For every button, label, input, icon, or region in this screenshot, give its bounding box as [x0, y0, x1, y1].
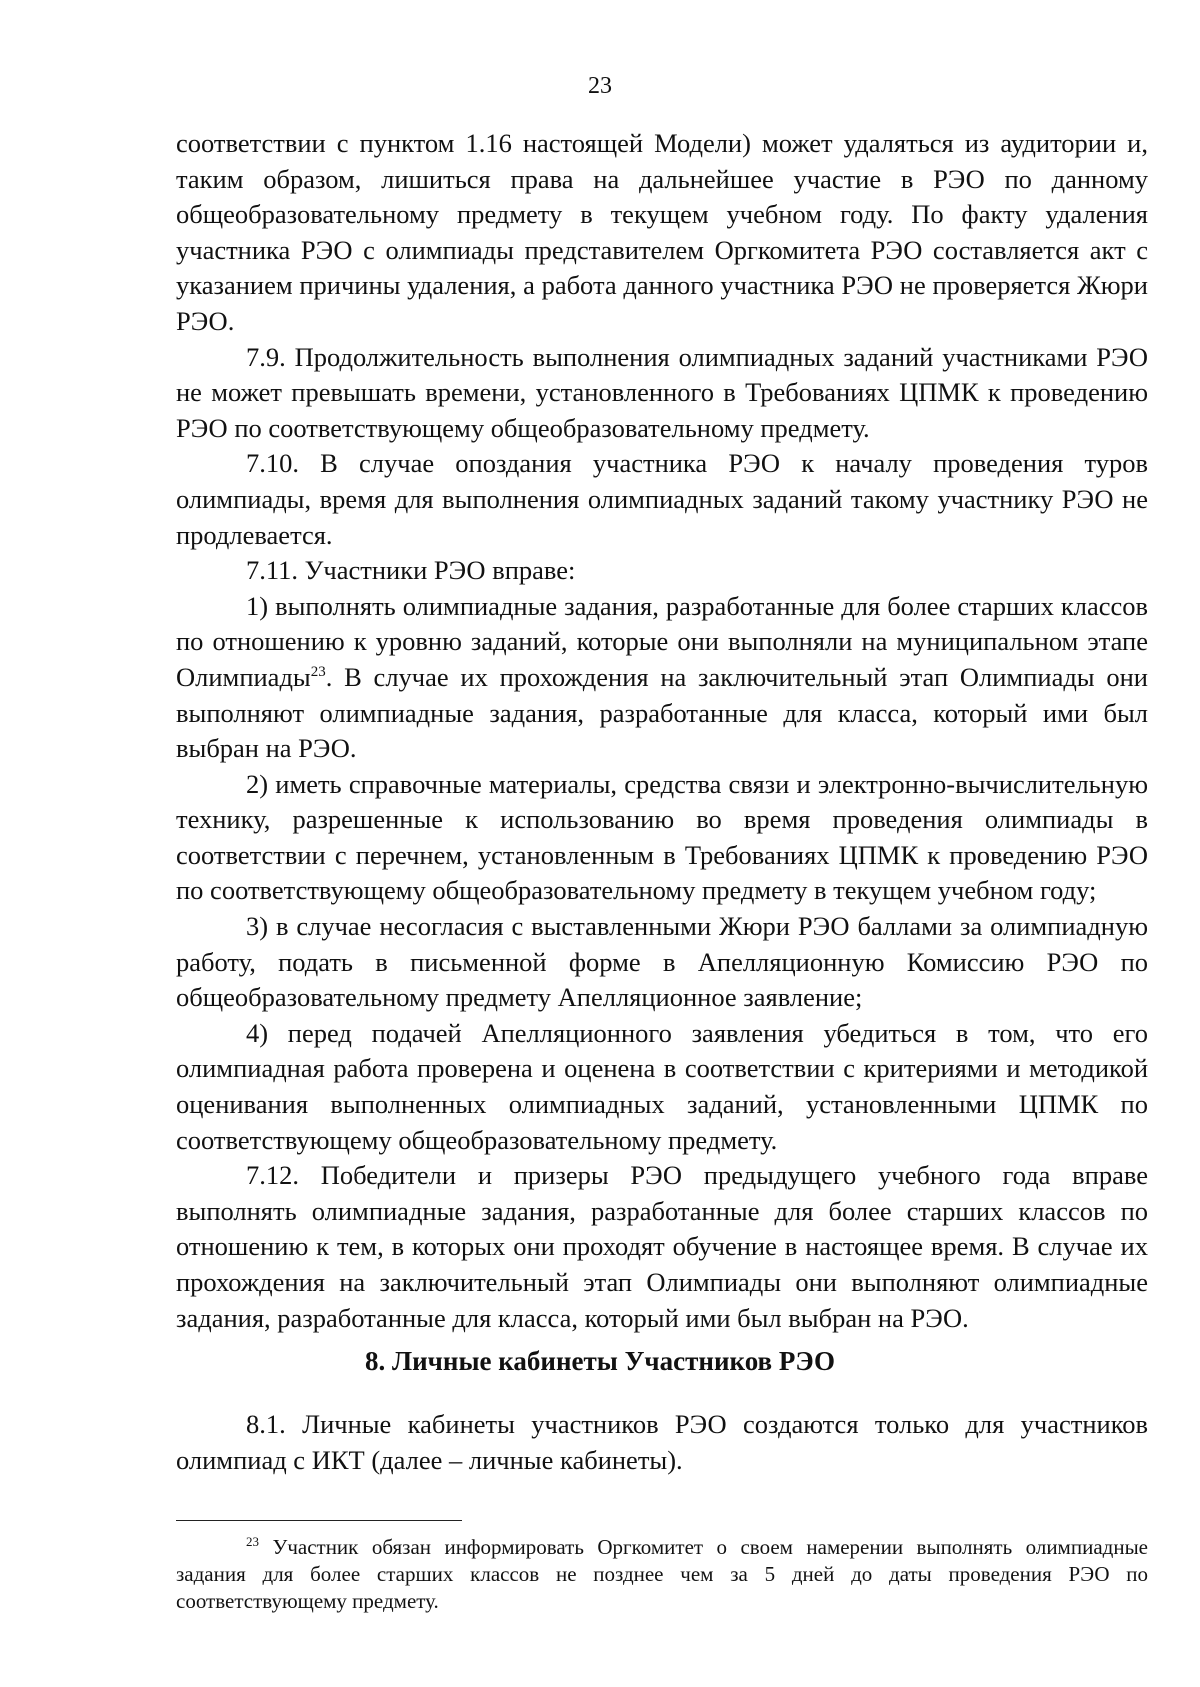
list-item-1-text-after: . В случае их прохождения на заключительный этап Олимпиады они выполняют олимпиадные задания, разработанные для класса, который ими был выбран на РЭО.	[176, 661, 1148, 764]
paragraph-7-12: 7.12. Победители и призеры РЭО предыдущего учебного года вправе выполнять олимпиадные задания, разработанные для более старших классов по отношению к тем, в которых они проходят обучение в настоящее время. В случае их прохождения на заключительный этап Олимпиады они выполняют олимпиадные задания, разработанные для класса, который ими был выбран на РЭО.	[176, 1160, 1148, 1333]
list-item-1	[176, 589, 1148, 767]
footnote-text: Участник обязан информировать Оргкомитет о своем намерении выполнять олимпиадные задания для более старших классов не позднее чем за 5 дней до даты проведения РЭО по соответствующему предмету.	[176, 1535, 1148, 1613]
paragraph-7-11: 7.11. Участники РЭО вправе:	[246, 555, 576, 586]
footnote-paragraph	[176, 1534, 1148, 1615]
footnote-reference[interactable]: 23	[310, 664, 326, 681]
section-text	[176, 1407, 1148, 1478]
section-heading: 8. Личные кабинеты Участников РЭО	[364, 1346, 835, 1376]
paragraph-8-1: 8.1. Личные кабинеты участников РЭО создаются только для участников олимпиад с ИКТ (далее – личные кабинеты).	[176, 1409, 1148, 1475]
list-item-2: 2) иметь справочные материалы, средства связи и электронно-вычислительную технику, разрешенные к использованию во время проведения олимпиады в соответствии с перечнем, установленным в Требованиях ЦПМК к проведению РЭО по соответствующему общеобразовательному предмету в текущем учебном году;	[176, 768, 1148, 906]
paragraph-continuation: соответствии с пунктом 1.16 настоящей Модели) может удаляться из аудитории и, таким образом, лишиться права на дальнейшее участие в РЭО по данному общеобразовательному предмету в текущем учебном году. По факту удаления участника РЭО с олимпиады представителем Оргкомитета РЭО составляется акт с указанием причины удаления, а работа данного участника РЭО не проверяется Жюри РЭО.	[176, 128, 1148, 336]
footnote-number: 23	[246, 1534, 259, 1549]
footnote	[176, 1534, 1148, 1615]
page-number: 23	[588, 73, 612, 99]
list-item-4: 4) перед подачей Апелляционного заявления убедиться в том, что его олимпиадная работа проверена и оценена в соответствии с критериями и методикой оценивания выполненных олимпиадных заданий, установленными ЦПМК по соответствующему общеобразовательному предмету.	[176, 1017, 1148, 1155]
footnote-divider	[176, 1520, 462, 1521]
paragraph-7-9: 7.9. Продолжительность выполнения олимпиадных заданий участниками РЭО не может превышать времени, установленного в Требованиях ЦПМК к проведению РЭО по соответствующему общеобразовательному предмету.	[176, 341, 1148, 443]
paragraph-7-10: 7.10. В случае опоздания участника РЭО к началу проведения туров олимпиады, время для выполнения олимпиадных заданий такому участнику РЭО не продлевается.	[176, 448, 1148, 550]
body-text	[176, 126, 1148, 1336]
list-item-3: 3) в случае несогласия с выставленными Жюри РЭО баллами за олимпиадную работу, подать в письменной форме в Апелляционную Комиссию РЭО по общеобразовательному предмету Апелляционное заявление;	[176, 911, 1148, 1013]
list-item-1-text-before: 1) выполнять олимпиадные задания, разработанные для более старших классов по отношению к уровню заданий, которые они выполняли на муниципальном этапе Олимпиады	[176, 590, 1148, 692]
